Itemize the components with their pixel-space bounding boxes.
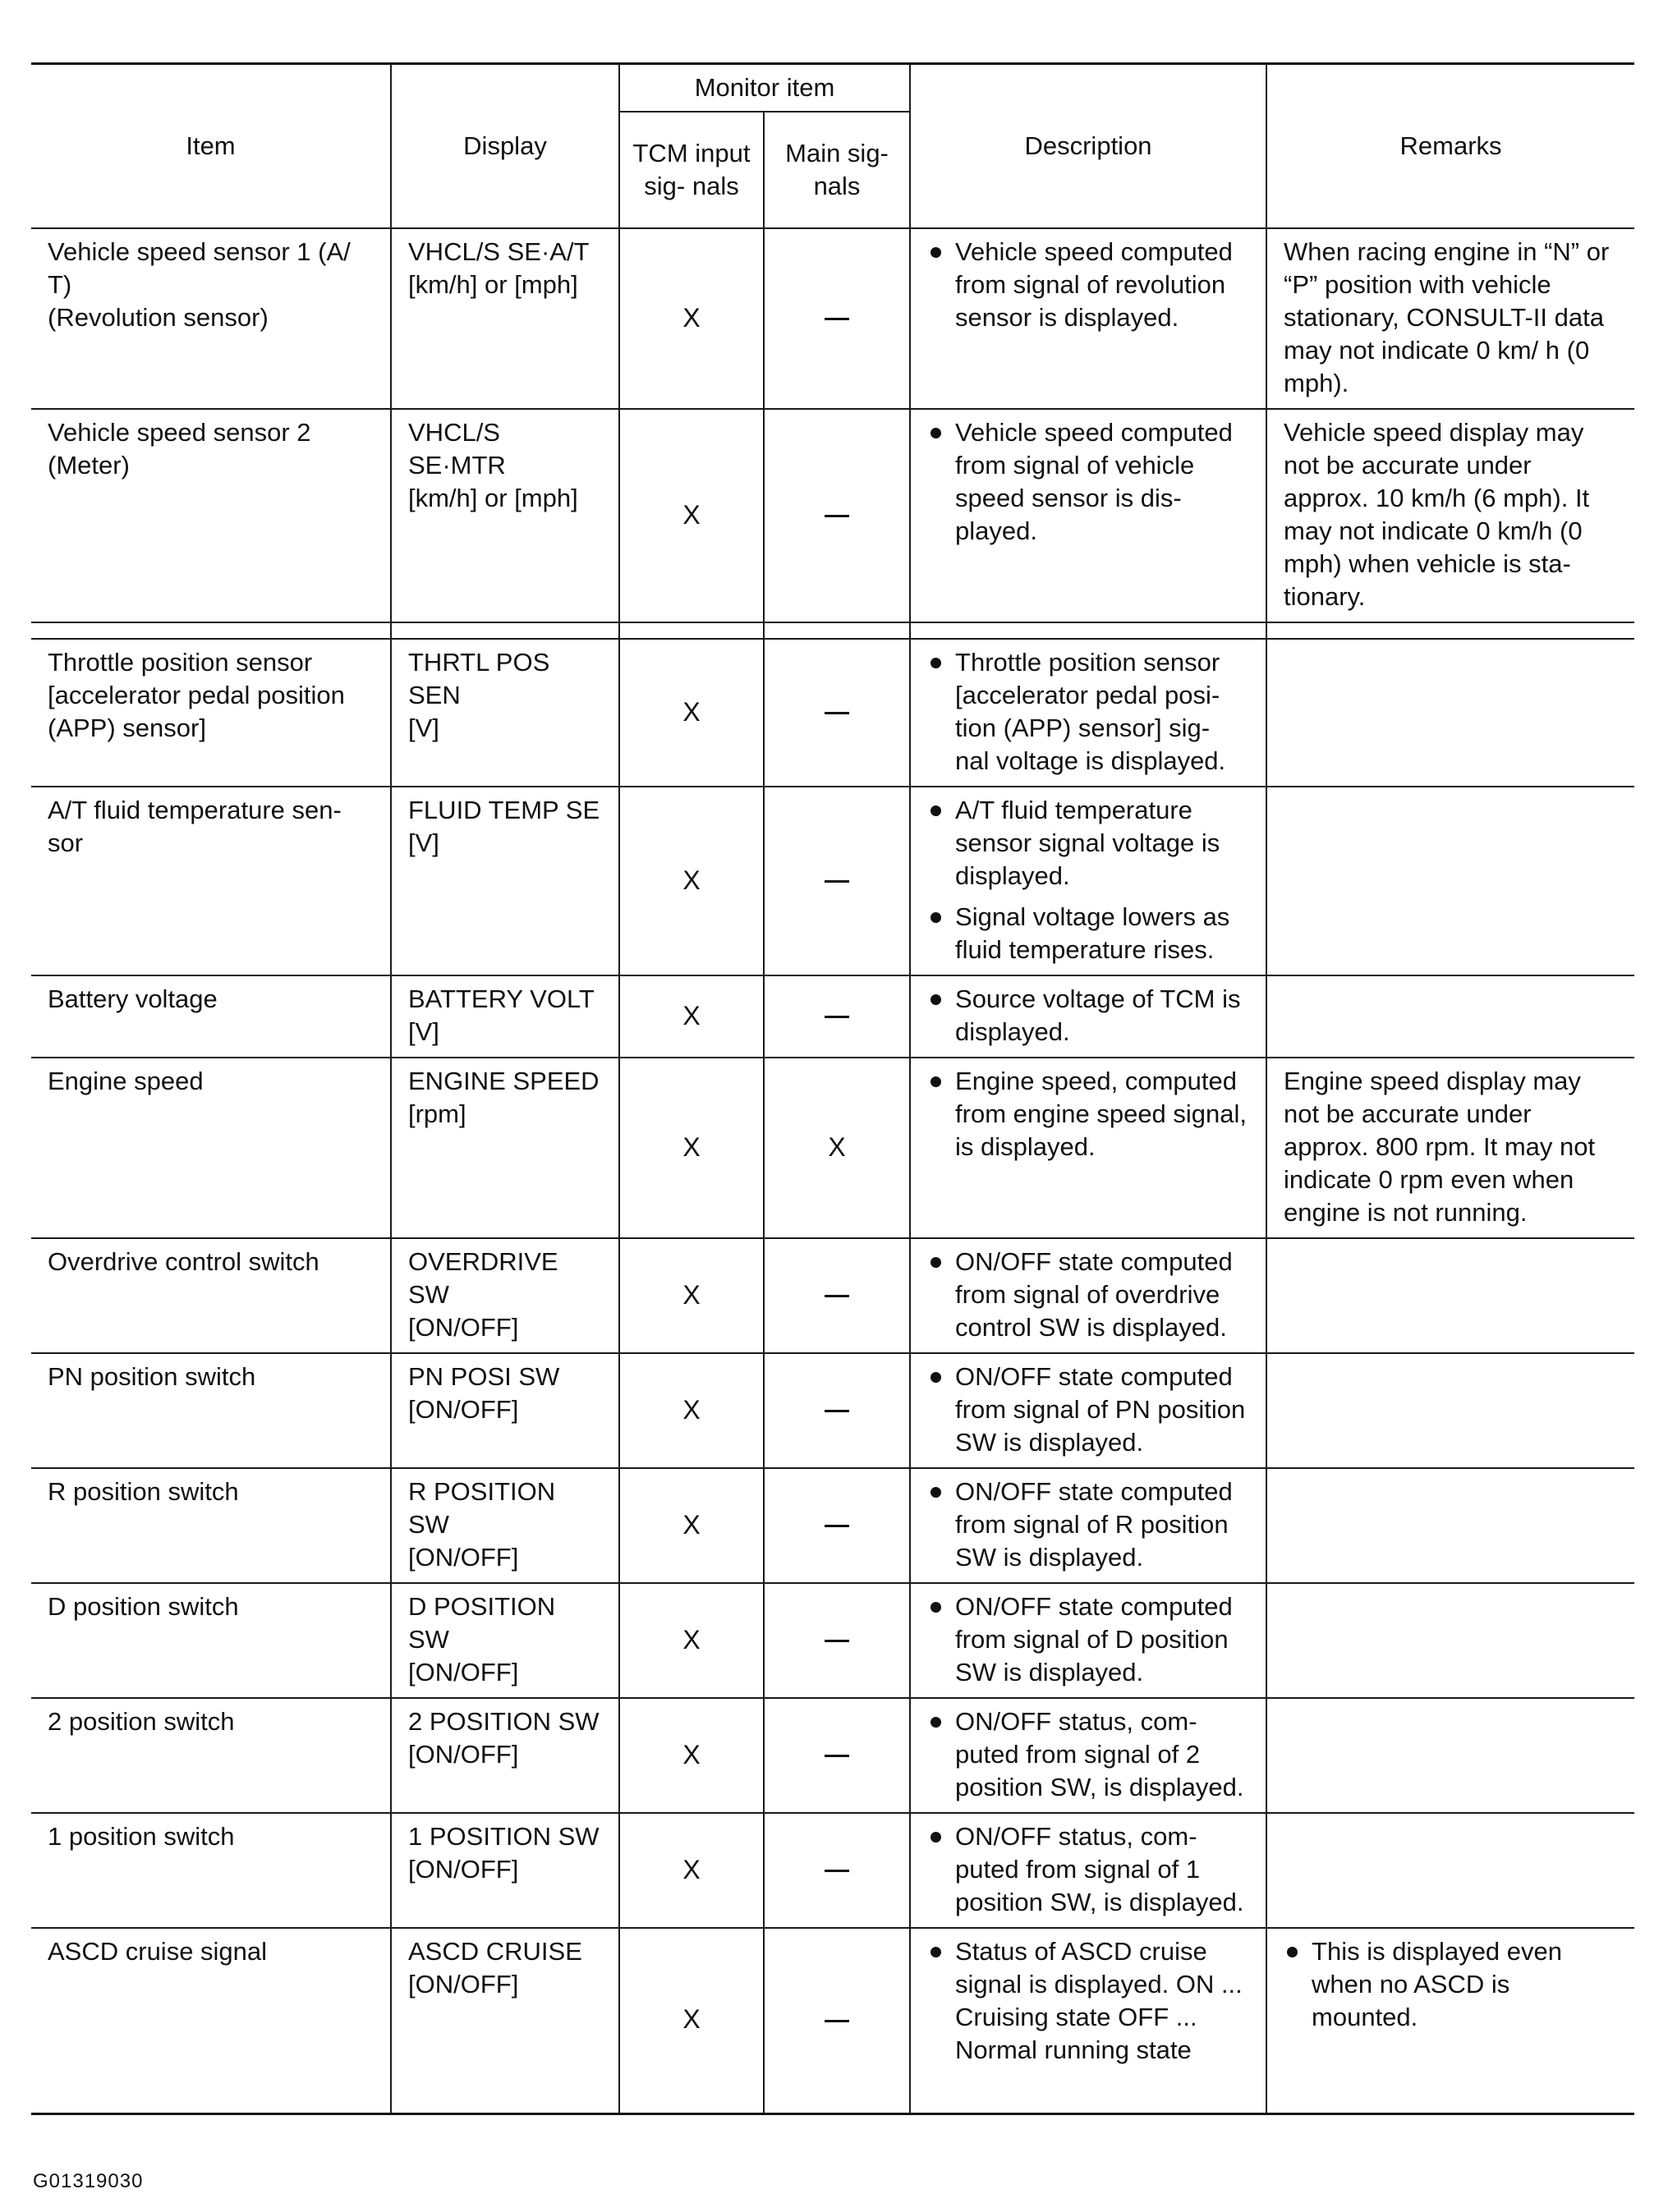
line-text: [V] <box>408 714 439 742</box>
line-text: PN position switch <box>48 1362 256 1391</box>
tcm-input-cell <box>619 1468 764 1583</box>
display-cell <box>391 1058 619 1238</box>
line-text: [rpm] <box>408 1099 466 1128</box>
tcm-input-cell <box>619 975 764 1058</box>
dash-mark <box>825 880 849 883</box>
description-list <box>927 1246 1249 1344</box>
table-row <box>31 1583 1634 1698</box>
description-list <box>927 646 1249 778</box>
description-cell <box>910 1238 1266 1353</box>
main-signals-cell <box>764 1468 910 1583</box>
description-bullet: ON/OFF status, com- puted from signal of 1 position SW, is displayed. <box>927 1820 1249 1919</box>
item-cell <box>31 787 391 975</box>
remarks-cell <box>1266 228 1634 409</box>
x-mark: X <box>682 1131 701 1162</box>
line-text: Vehicle speed sensor 2 (Meter) <box>48 418 311 480</box>
description-list <box>927 1065 1249 1163</box>
description-cell <box>910 787 1266 975</box>
table-row <box>31 1813 1634 1928</box>
x-mark: X <box>682 1509 701 1540</box>
remarks-cell <box>1266 409 1634 622</box>
display-cell <box>391 787 619 975</box>
remarks-bullet: This is displayed even when no ASCD is mounted. <box>1284 1935 1618 2034</box>
remarks-cell <box>1266 1058 1634 1238</box>
table-row <box>31 1238 1634 1353</box>
display-cell <box>391 1468 619 1583</box>
main-signals-cell <box>764 1813 910 1928</box>
line-text: A/T fluid temperature sen- sor <box>48 796 342 857</box>
header-main-signals: Main sig- nals <box>764 112 910 228</box>
description-cell <box>910 975 1266 1058</box>
remarks-cell <box>1266 787 1634 975</box>
main-signals-cell <box>764 409 910 622</box>
main-signals-cell <box>764 1238 910 1353</box>
display-cell <box>391 639 619 787</box>
description-bullet: ON/OFF state computed from signal of overdrive control SW is displayed. <box>927 1246 1249 1344</box>
main-signals-cell <box>764 1928 910 2113</box>
line-text: D position switch <box>48 1592 239 1621</box>
remarks-cell <box>1266 1583 1634 1698</box>
display-cell <box>391 1353 619 1468</box>
description-list <box>927 1475 1249 1574</box>
table-row <box>31 1468 1634 1583</box>
line-text: D POSITION SW <box>408 1592 556 1654</box>
item-cell <box>31 1813 391 1928</box>
description-bullet: Vehicle speed computed from signal of vehicle speed sensor is dis- played. <box>927 416 1249 548</box>
remarks-text: Engine speed display may not be accurate under approx. 800 rpm. It may not indicate 0 rpm even when engine is not running. <box>1284 1067 1596 1227</box>
description-cell <box>910 1928 1266 2113</box>
line-text: [ON/OFF] <box>408 1855 519 1884</box>
item-cell <box>31 1353 391 1468</box>
x-mark: X <box>682 1854 701 1884</box>
remarks-cell <box>1266 1353 1634 1468</box>
dash-mark <box>825 2020 849 2022</box>
remarks-cell <box>1266 1928 1634 2113</box>
remarks-cell <box>1266 1238 1634 1353</box>
description-cell <box>910 1058 1266 1238</box>
monitor-item-table <box>31 62 1634 2115</box>
dash-mark <box>825 1016 849 1018</box>
item-cell <box>31 228 391 409</box>
header-tcm-input-signals: TCM input sig- nals <box>619 112 764 228</box>
header-monitor-item: Monitor item <box>619 64 910 112</box>
item-cell <box>31 1238 391 1353</box>
description-cell <box>910 1698 1266 1813</box>
display-cell <box>391 1928 619 2113</box>
remarks-text: Vehicle speed display may not be accurate under approx. 10 km/h (6 mph). It may not indicate 0 km/h (0 mph) when vehicle is sta- tionary. <box>1284 418 1590 611</box>
x-mark: X <box>682 1624 701 1654</box>
tcm-input-cell <box>619 639 764 787</box>
line-text: Battery voltage <box>48 984 218 1013</box>
x-mark: X <box>682 1739 701 1769</box>
remarks-cell <box>1266 1698 1634 1813</box>
line-text: THRTL POS SEN <box>408 648 550 709</box>
description-bullet: Status of ASCD cruise signal is displayed. ON ... Cruising state OFF ... Normal running state <box>927 1935 1249 2067</box>
description-list <box>927 1935 1249 2067</box>
display-cell <box>391 228 619 409</box>
line-text: 1 position switch <box>48 1822 235 1851</box>
description-list <box>927 794 1249 966</box>
dash-mark <box>825 318 849 320</box>
item-cell <box>31 975 391 1058</box>
description-bullet: Source voltage of TCM is displayed. <box>927 983 1249 1049</box>
table-row <box>31 1353 1634 1468</box>
main-signals-cell <box>764 639 910 787</box>
table-row <box>31 409 1634 622</box>
description-list <box>927 983 1249 1049</box>
description-bullet: ON/OFF state computed from signal of PN position SW is displayed. <box>927 1361 1249 1459</box>
tcm-input-cell <box>619 787 764 975</box>
main-signals-cell <box>764 787 910 975</box>
dash-mark <box>825 1525 849 1527</box>
display-cell <box>391 975 619 1058</box>
main-signals-cell <box>764 975 910 1058</box>
description-list <box>927 1705 1249 1804</box>
description-bullet: Signal voltage lowers as fluid temperature rises. <box>927 901 1249 966</box>
dash-mark <box>825 1295 849 1297</box>
description-bullet: Vehicle speed computed from signal of revolution sensor is displayed. <box>927 236 1249 334</box>
table-body <box>31 228 1634 2113</box>
tcm-input-cell <box>619 1058 764 1238</box>
description-cell <box>910 1468 1266 1583</box>
x-mark: X <box>682 499 701 530</box>
remarks-cell <box>1266 639 1634 787</box>
line-text: 2 POSITION SW <box>408 1707 600 1736</box>
display-cell <box>391 1813 619 1928</box>
tcm-input-cell <box>619 1698 764 1813</box>
dash-mark <box>825 712 849 714</box>
description-bullet: ON/OFF state computed from signal of R position SW is displayed. <box>927 1475 1249 1574</box>
x-mark: X <box>682 1000 701 1030</box>
line-text: FLUID TEMP SE <box>408 796 600 824</box>
description-list <box>927 1361 1249 1459</box>
line-text: R position switch <box>48 1477 239 1506</box>
description-bullet: ON/OFF state computed from signal of D position SW is displayed. <box>927 1590 1249 1689</box>
main-signals-cell <box>764 1353 910 1468</box>
line-text: VHCL/S SE·MTR <box>408 418 506 480</box>
dash-mark <box>825 1640 849 1642</box>
header-remarks: Remarks <box>1266 64 1634 229</box>
tcm-input-cell <box>619 1928 764 2113</box>
line-text: [V] <box>408 828 439 857</box>
main-signals-cell <box>764 228 910 409</box>
line-text: ENGINE SPEED <box>408 1067 600 1095</box>
main-signals-cell <box>764 1058 910 1238</box>
item-cell <box>31 1928 391 2113</box>
tcm-input-cell <box>619 1813 764 1928</box>
line-text: [ON/OFF] <box>408 1740 519 1769</box>
item-cell <box>31 1698 391 1813</box>
figure-code: G01319030 <box>33 2170 144 2192</box>
separator-cell <box>764 622 910 639</box>
separator-cell <box>1266 622 1634 639</box>
display-cell <box>391 1238 619 1353</box>
line-text: Overdrive control switch <box>48 1247 319 1276</box>
table-row <box>31 1698 1634 1813</box>
line-text: ASCD CRUISE <box>408 1937 582 1966</box>
header-description: Description <box>910 64 1266 229</box>
separator-cell <box>619 622 764 639</box>
display-cell <box>391 409 619 622</box>
line-text: [ON/OFF] <box>408 1970 519 1999</box>
dash-mark <box>825 1755 849 1757</box>
dash-mark <box>825 1410 849 1412</box>
line-text: Vehicle speed sensor 1 (A/ T) <box>48 237 351 299</box>
line-text: [V] <box>408 1017 439 1046</box>
line-text: [ON/OFF] <box>408 1658 519 1687</box>
table-row <box>31 639 1634 787</box>
description-list <box>927 416 1249 548</box>
description-cell <box>910 409 1266 622</box>
line-text: OVERDRIVE SW <box>408 1247 558 1309</box>
line-text: 1 POSITION SW <box>408 1822 600 1851</box>
line-text: (Revolution sensor) <box>48 303 269 332</box>
description-list <box>927 1590 1249 1689</box>
line-text: Throttle position sensor [accelerator pedal position (APP) sensor] <box>48 648 345 742</box>
line-text: R POSITION SW <box>408 1477 556 1539</box>
header-display: Display <box>391 64 619 229</box>
line-text: BATTERY VOLT <box>408 984 595 1013</box>
line-text: [km/h] or [mph] <box>408 270 578 299</box>
separator-row <box>31 622 1634 639</box>
line-text: 2 position switch <box>48 1707 235 1736</box>
separator-cell <box>31 622 391 639</box>
remarks-cell <box>1266 1813 1634 1928</box>
item-cell <box>31 1468 391 1583</box>
description-list <box>927 1820 1249 1919</box>
remarks-text: When racing engine in “N” or “P” position with vehicle stationary, CONSULT-II data may not indicate 0 km/ h (0 mph). <box>1284 237 1610 397</box>
tcm-input-cell <box>619 1238 764 1353</box>
table-row <box>31 228 1634 409</box>
display-cell <box>391 1583 619 1698</box>
description-bullet: A/T fluid temperature sensor signal voltage is displayed. <box>927 794 1249 893</box>
item-cell <box>31 1058 391 1238</box>
separator-cell <box>910 622 1266 639</box>
x-mark: X <box>682 696 701 727</box>
tcm-input-cell <box>619 1353 764 1468</box>
display-cell <box>391 1698 619 1813</box>
line-text: [ON/OFF] <box>408 1543 519 1572</box>
line-text: [km/h] or [mph] <box>408 484 578 512</box>
line-text: ASCD cruise signal <box>48 1937 268 1966</box>
x-mark: X <box>828 1131 846 1162</box>
x-mark: X <box>682 865 701 895</box>
tcm-input-cell <box>619 228 764 409</box>
x-mark: X <box>682 1394 701 1425</box>
description-bullet: ON/OFF status, com- puted from signal of 2 position SW, is displayed. <box>927 1705 1249 1804</box>
description-cell <box>910 639 1266 787</box>
x-mark: X <box>682 1279 701 1310</box>
line-text: [ON/OFF] <box>408 1395 519 1424</box>
main-signals-cell <box>764 1583 910 1698</box>
item-cell <box>31 639 391 787</box>
description-cell <box>910 1813 1266 1928</box>
description-cell <box>910 228 1266 409</box>
description-cell <box>910 1583 1266 1698</box>
header-item: Item <box>31 64 391 229</box>
x-mark: X <box>682 2004 701 2035</box>
separator-cell <box>391 622 619 639</box>
line-text: Engine speed <box>48 1067 204 1095</box>
line-text: VHCL/S SE·A/T <box>408 237 590 266</box>
dash-mark <box>825 515 849 517</box>
item-cell <box>31 409 391 622</box>
description-list <box>927 236 1249 334</box>
remarks-cell <box>1266 1468 1634 1583</box>
remarks-list <box>1284 1935 1618 2034</box>
description-bullet: Engine speed, computed from engine speed signal, is displayed. <box>927 1065 1249 1163</box>
tcm-input-cell <box>619 409 764 622</box>
dash-mark <box>825 1870 849 1872</box>
main-signals-cell <box>764 1698 910 1813</box>
line-text: PN POSI SW <box>408 1362 560 1391</box>
table-row <box>31 787 1634 975</box>
remarks-cell <box>1266 975 1634 1058</box>
table-row <box>31 1058 1634 1238</box>
description-bullet: Throttle position sensor [accelerator pedal posi- tion (APP) sensor] sig- nal voltage is displayed. <box>927 646 1249 778</box>
table-row <box>31 1928 1634 2113</box>
x-mark: X <box>682 302 701 333</box>
item-cell <box>31 1583 391 1698</box>
description-cell <box>910 1353 1266 1468</box>
line-text: [ON/OFF] <box>408 1313 519 1342</box>
table-row <box>31 975 1634 1058</box>
tcm-input-cell <box>619 1583 764 1698</box>
